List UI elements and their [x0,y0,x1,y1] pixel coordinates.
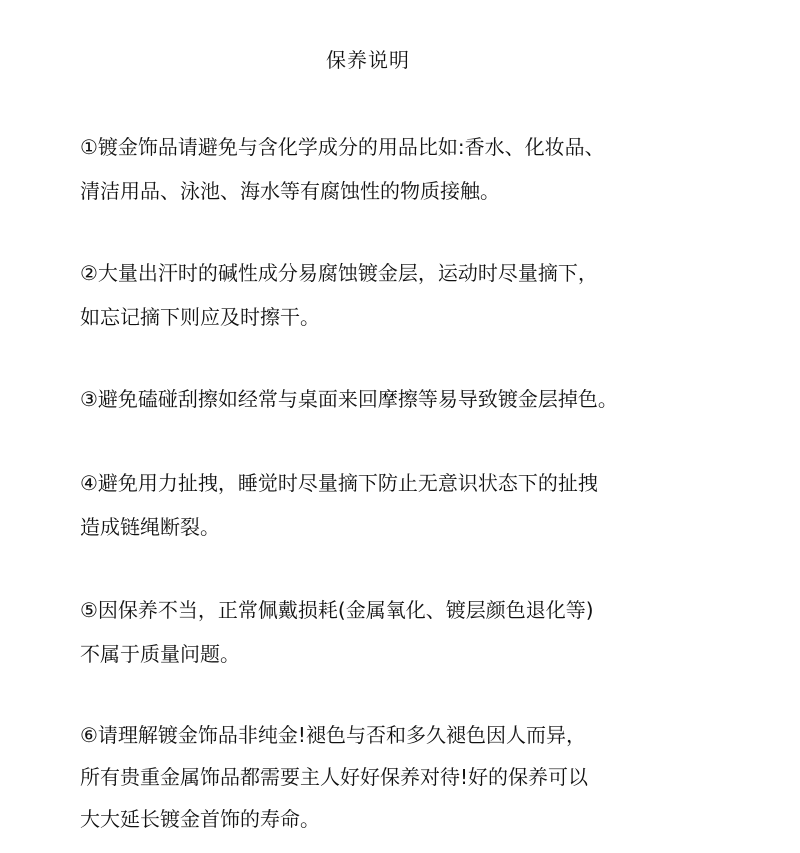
care-item-4-line-1: ④避免用力扯拽，睡觉时尽量摘下防止无意识状态下的扯拽 [80,471,598,495]
care-item-5 [80,588,760,676]
care-item-4-line-2: 造成链绳断裂。 [80,515,220,539]
care-item-6 [80,714,760,840]
care-item-2 [80,251,760,339]
care-item-6-line-3: 大大延长镀金首饰的寿命。 [80,807,320,831]
care-item-5-line-2: 不属于质量问题。 [80,642,240,666]
care-item-2-line-1: ②大量出汗时的碱性成分易腐蚀镀金层，运动时尽量摘下， [80,261,598,285]
care-item-5-line-1: ⑤因保养不当，正常佩戴损耗(金属氧化、镀层颜色退化等) [80,598,594,622]
care-item-3 [80,377,760,421]
care-item-1 [80,125,760,213]
care-item-4 [80,461,760,549]
care-item-1-line-1: ①镀金饰品请避免与含化学成分的用品比如:香水、化妆品、 [80,135,605,159]
page-title: 保养说明 [326,48,410,72]
care-item-1-line-2: 清洁用品、泳池、海水等有腐蚀性的物质接触。 [80,179,500,203]
care-item-2-line-2: 如忘记摘下则应及时擦干。 [80,305,320,329]
care-item-6-line-2: 所有贵重金属饰品都需要主人好好保养对待!好的保养可以 [80,765,589,789]
care-item-6-line-1: ⑥请理解镀金饰品非纯金!褪色与否和多久褪色因人而异， [80,723,586,747]
care-item-3-line-1: ③避免磕碰刮擦如经常与桌面来回摩擦等易导致镀金层掉色。 [80,387,618,411]
